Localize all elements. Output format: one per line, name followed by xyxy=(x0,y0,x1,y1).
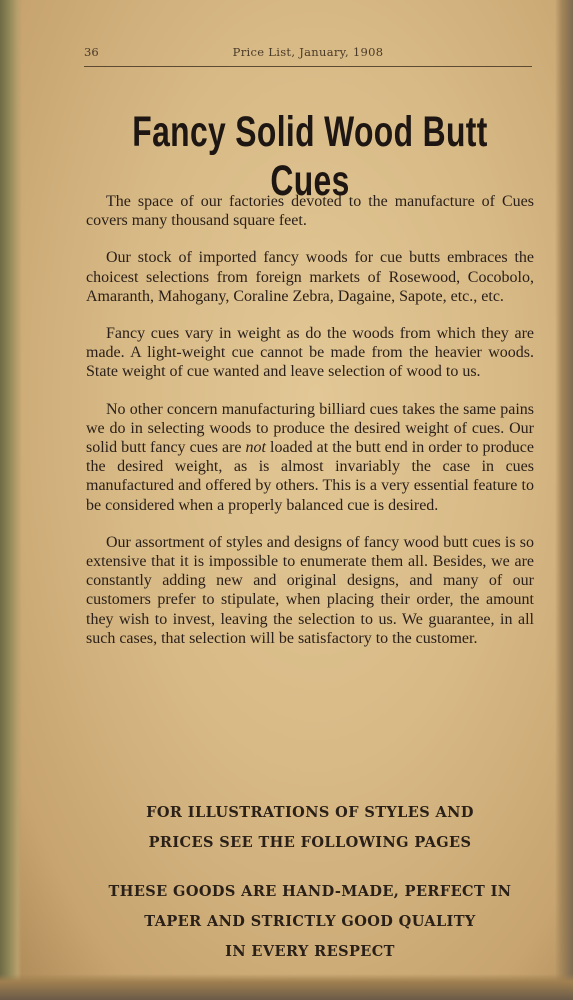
paragraph: Our assortment of styles and designs of fancy wood butt cues is so extensive that it is impossible to enumerate them all. Besides, we are constantly adding new and original designs, and many of our customers prefer to stipulate, when placing their order, the amount they wish to invest, leaving the selection to us. We guarantee, in all such cases, that selection will be satisfactory to the customer. xyxy=(86,533,534,647)
paragraph-text: loaded at the butt end in order to produce the desired weight, as is almost invariably the case in cues manufactured and offered by others. This is a very essential feature to be considered when a properly balanced cue is desired. xyxy=(86,439,534,514)
notice-line: IN EVERY RESPECT xyxy=(225,943,395,960)
quality-notice xyxy=(80,877,540,967)
paragraph: The space of our factories devoted to the manufacture of Cues covers many thousand square feet. xyxy=(86,193,534,230)
page-edge-bottom xyxy=(0,974,573,1000)
paragraph xyxy=(86,400,534,515)
page-edge-right xyxy=(555,0,573,1000)
body-text xyxy=(86,192,534,666)
book-spine xyxy=(0,0,22,1000)
notice-line: THESE GOODS ARE HAND-MADE, PERFECT IN xyxy=(108,883,512,900)
page-number: 36 xyxy=(84,45,99,59)
notice-line: FOR ILLUSTRATIONS OF STYLES AND xyxy=(146,804,474,821)
notice-line: PRICES SEE THE FOLLOWING PAGES xyxy=(148,834,472,851)
emphasis-text: not xyxy=(245,439,266,457)
paragraph: Our stock of imported fancy woods for cue butts embraces the choicest selections from foreign markets of Rosewood, Cocobolo, Amaranth, Mahogany, Coraline Zebra, Dagaine, Sapote, etc., etc. xyxy=(86,249,534,305)
illustrations-notice xyxy=(80,798,540,858)
paragraph: Fancy cues vary in weight as do the woods from which they are made. A light-weight cue cannot be made from the heavier woods. State weight of cue wanted and leave selection of wood to us. xyxy=(86,325,534,381)
paragraph-text: No other concern manufacturing billiard cues takes the same pains we do in selecting woods to produce the desired weight of cues. Our solid butt fancy cues are xyxy=(86,400,534,457)
page-title: Fancy Solid Wood Butt Cues xyxy=(132,108,488,205)
header-rule xyxy=(84,66,532,67)
running-title: Price List, January, 1908 xyxy=(232,45,384,59)
notice-line: TAPER AND STRICTLY GOOD QUALITY xyxy=(144,913,476,930)
